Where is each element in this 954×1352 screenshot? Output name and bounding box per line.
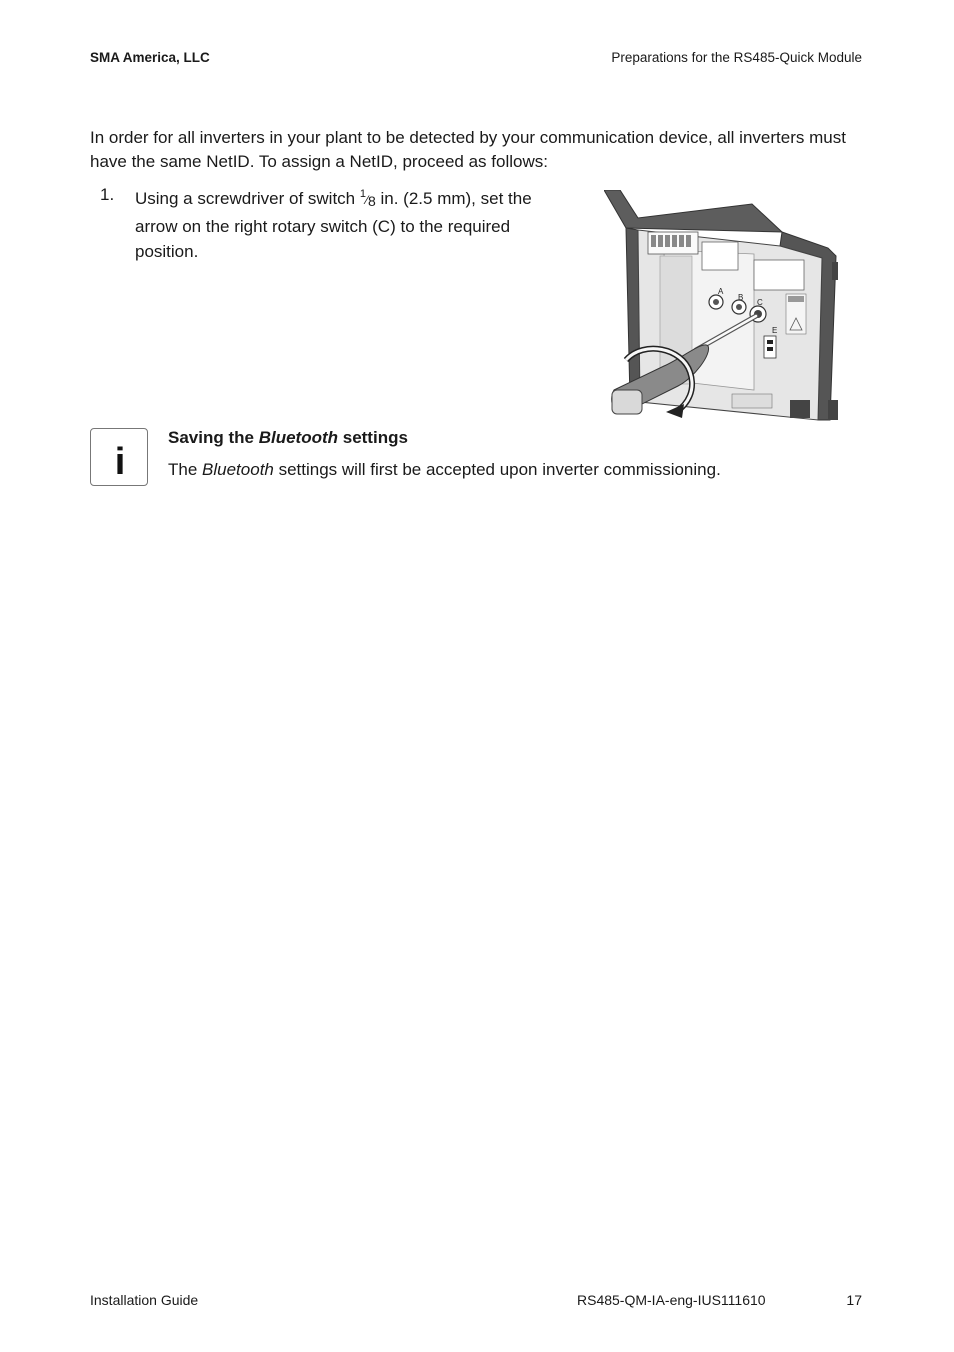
step-number: 1.: [100, 185, 115, 204]
label-c: C: [757, 298, 763, 307]
fraction: $^1⁄_8$: [359, 188, 376, 209]
company-name: SMA America, LLC: [90, 50, 210, 65]
info-box: [90, 428, 148, 486]
label-b: B: [738, 293, 744, 302]
page-number: 17: [846, 1292, 862, 1308]
jumper-e: [764, 336, 776, 358]
svg-text:i: i: [114, 441, 126, 483]
rotary-switch-b: [732, 300, 746, 314]
intro-paragraph: In order for all inverters in your plant to be detected by your communication device, all inverters must have the same NetID. To assign a NetID, proceed as follows:: [90, 128, 846, 171]
info-icon: [91, 429, 147, 485]
info-text: The Bluetooth settings will first be accepted upon inverter commissioning.: [168, 460, 721, 479]
rotary-switch-a: [709, 295, 723, 309]
info-title: Saving the Bluetooth settings: [168, 428, 408, 447]
footer-doc-id: RS485-QM-IA-eng-IUS111610: [577, 1292, 766, 1308]
label-a: A: [718, 287, 724, 296]
label-e: E: [772, 326, 778, 335]
section-title: Preparations for the RS485-Quick Module: [611, 50, 862, 65]
step-text: Using a screwdriver of switch $^1⁄_8$ in. (2.5 mm), set the arrow on the right rotary switch (C) to the required position.: [135, 188, 532, 261]
inverter-figure: [604, 190, 840, 422]
footer-doc-type: Installation Guide: [90, 1292, 199, 1308]
